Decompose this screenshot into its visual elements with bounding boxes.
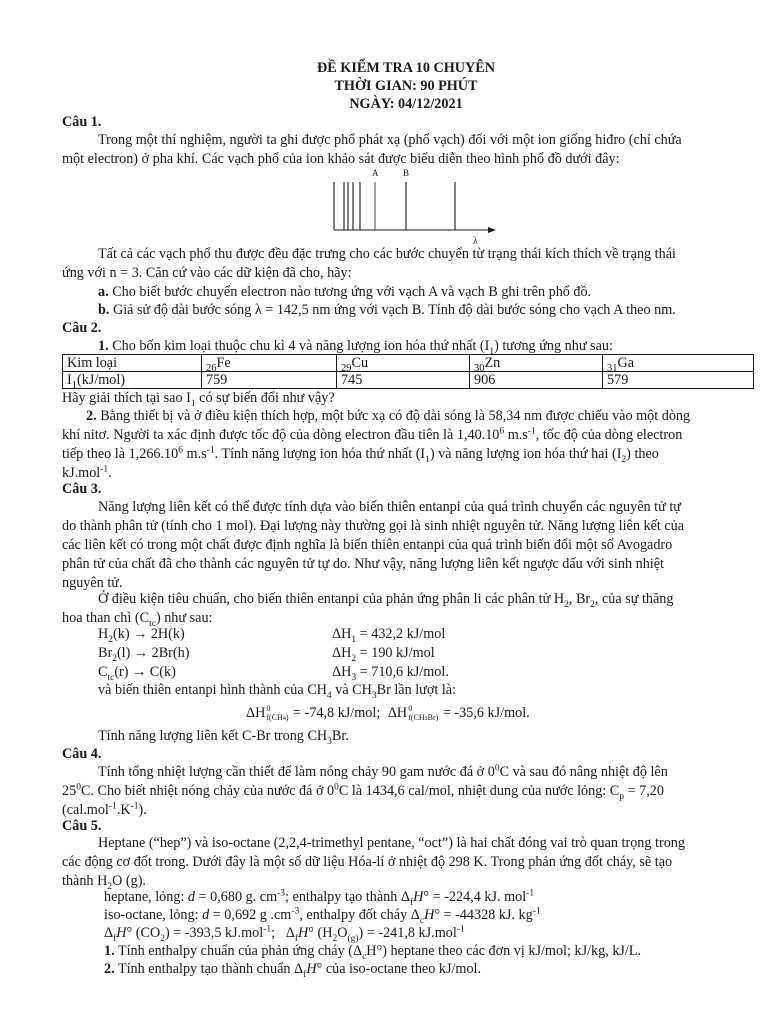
q3-para2-line: , Br [568,591,591,607]
spectrum-axis-label: λ [473,236,478,244]
q1-para2-line: ứng với n = 3. Căn cứ vào các dữ kiện đã cho, hãy: [62,265,352,281]
superscript: -1 [527,426,536,437]
reaction-enthalpy [332,626,445,643]
q5-data-text: ; enthalpy tạo thành Δ [285,889,410,905]
reaction-text: (r) → C(k) [114,664,176,680]
superscript: 0 [408,703,413,713]
subscript: c [419,915,425,926]
equation-text: = -74,8 kJ/mol; [289,705,381,721]
subscript: 4 [282,715,286,722]
q2-part1-intro [98,338,613,355]
q3-para1-line: phân tử của chất đã cho thành các nguyên tử tự do. Như vậy, năng lượng liên kết ngược dấu với sinh nhiệt [62,556,664,572]
q3-para1-line: các liên kết có trong một chất được định nghĩa là biến thiên entanpi của quá trình biến đổi một số Avogadro [62,537,673,553]
q5-data-text: Δ [104,925,114,941]
table-cell-value: 759 [202,372,337,389]
table-cell-value: 906 [470,372,603,389]
subscript: (g) [347,933,359,944]
q5-data-text: ; Δ [271,925,295,941]
q2-explain-text: có sự biến đổi như vậy? [195,390,335,406]
q3-formation-text: Br lần lượt là: [376,682,457,698]
reaction-text: ΔH [332,626,352,642]
q3-para1-line: nguyên tử. [62,575,123,591]
q5-data-text: heptane, lỏng: [104,889,188,905]
reaction-text: H [98,626,109,642]
q5-line: Heptane (“hep”) và iso-octane (2,2,4-trimethyl pentane, “oct”) là hai chất đóng vai trò quan trọng trong [98,835,685,851]
q5-task-1 [104,943,641,960]
reaction-text: = 190 kJ/mol [356,645,435,661]
table-cell-metal [202,355,337,372]
metal-symbol: Zn [484,355,501,371]
q3-formation-intro [98,682,456,699]
subscript: 2 [160,933,165,944]
subscript: 1 [351,634,357,645]
q1-part-b-text: Giả sử độ dài bước sóng λ = 142,5 nm ứng với vạch B. Tính độ dài bước sóng cho vạch A theo nm. [112,302,676,318]
q3-para1-line: Năng lượng liên kết có thể được tính dựa vào biến thiên entanpi của quá trình chuyển các nguyên tử tự [98,499,681,515]
subscript: f(CH [266,712,283,722]
q3-heading: Câu 3. [62,481,102,497]
q4-line: Tính tổng nhiệt lượng cần thiết để làm nóng chảy 90 gam nước đá ở 0 [98,764,495,780]
q3-para1-line: do thành phân tử (tính cho 1 mol). Đại lượng này thường gọi là sinh nhiệt nguyên tử. Năng lượng liên kết của [62,518,685,534]
reaction-equation [98,664,176,681]
q5-data-text: , enthalpy đốt cháy Δ [299,907,420,923]
q2-part2-line: kJ.mol [62,465,101,481]
q3-formation-text: và CH [331,682,372,698]
superscript: -3 [277,888,286,899]
subscript: 1 [71,379,77,391]
q3-formation-text: và biến thiên entanpi hình thành của CH [98,682,327,698]
q2-part2-line: ) theo [626,446,659,462]
reaction-text: Br [98,645,113,661]
q2-part2 [62,407,752,483]
q5-task-text: ° của iso-octane theo kJ/mol. [316,961,482,977]
equation-text: ΔH [387,705,408,721]
q5-data-text: d [202,907,210,923]
q2-part2-line: . Tính năng lượng ion hóa thứ nhất (I [214,446,426,462]
superscript: -1 [100,464,109,475]
row-label: I [67,372,72,388]
q1-part-a [98,284,591,301]
q4-heading: Câu 4. [62,746,102,762]
q1-part-a-label: a. [98,284,109,300]
q4-line: ). [138,802,147,818]
subscript: p [619,791,625,802]
q5-task-text: Tính enthalpy chuẩn của phản ứng cháy (Δ [117,943,363,959]
axis-arrow-icon [488,227,496,233]
subscript: 2 [351,653,357,664]
subscript: f [294,933,299,944]
equation-index [408,704,438,724]
q2-part1-text: Cho bốn kim loại thuộc chu kì 4 và năng lượng ion hóa thứ nhất (I [112,338,490,354]
q1-part-b [98,302,676,319]
q1-heading: Câu 1. [62,114,102,130]
reaction-text: ΔH [332,645,352,661]
superscript: 0 [76,782,81,793]
equation-index [266,704,288,724]
superscript: -1 [130,801,139,812]
q4-line: (cal.mol [62,802,109,818]
superscript: 0 [494,763,500,774]
q1-para2-line: Tất cả các vạch phổ thu được đều đặc trưng cho các bước chuyển từ trạng thái kích thích về trạng thái [98,246,676,262]
superscript: 6 [178,445,183,456]
reaction-text: ΔH [332,664,352,680]
table-row [63,372,754,389]
reaction-equation [98,645,189,662]
q5-data-formation [104,925,465,942]
q4-line: = 7,20 [624,783,664,799]
reaction-text: = 710,6 kJ/mol. [356,664,449,680]
superscript: -1 [456,924,465,935]
q2-part2-line: ) và năng lượng ion hóa thứ hai (I [429,446,622,462]
q4-line: C. Cho biết nhiệt nóng chảy của nước đá ở 0 [80,783,335,799]
q5-task-label: 2. [104,961,115,977]
superscript: 0 [334,782,339,793]
q5-intro [62,834,752,891]
atomic-number: 30 [474,362,485,374]
subscript: 2 [332,933,338,944]
q3-question [98,728,349,745]
spectrum-diagram [320,164,500,244]
subscript: 2 [621,454,627,465]
q2-part2-line: Bằng thiết bị và ở điều kiện thích hợp, một bức xạ có độ dài sóng là 58,34 nm được chiếu vào một dòng [100,408,691,424]
superscript: -1 [532,906,541,917]
q2-part2-line: . [108,465,112,481]
q5-task-label: 1. [104,943,115,959]
q5-data-text: = 0,680 g. cm [195,889,278,905]
subscript: c [362,951,367,962]
q5-data-isooctane [104,907,541,924]
table-cell-value: 745 [337,372,470,389]
exam-duration: THỜI GIAN: 90 PHÚT [334,78,478,94]
q5-data-text: ° = -44328 kJ. kg [434,907,533,923]
q5-task-text: H [366,943,377,959]
reaction-equation [98,626,185,643]
table-cell-metal [470,355,603,372]
subscript: 2 [564,599,569,610]
q5-line: thành H [62,873,108,889]
q5-data-text: O [337,925,348,941]
q5-data-text: ° (CO [126,925,161,941]
q5-data-text: ° = -224,4 kJ. mol [423,889,527,905]
reaction-text: = 432,2 kJ/mol [356,626,446,642]
exam-date: NGÀY: 04/12/2021 [349,96,463,112]
q5-data-text: ° (H [308,925,333,941]
formation-enthalpies [246,703,530,724]
subscript: ) [285,712,289,722]
q3-para2-line: Ở điều kiện tiêu chuẩn, cho biến thiên entanpi của phản ứng phân li các phân tử H [98,591,565,607]
subscript: 3 [371,690,377,701]
subscript: f [113,933,117,944]
q3-para2-line: hoa than chì (C [62,610,150,626]
q4-line: 25 [62,783,77,799]
q5-line: các động cơ đốt trong. Dưới đây là một số dữ liệu Hóa-lí ở nhiệt độ 298 K. Trong phản ứng đốt cháy, sẽ tạo [62,854,673,870]
q5-task-text: °) heptane theo các đơn vị kJ/mol; kJ/kg, kJ/L. [376,943,642,959]
subscript: 2 [112,653,117,664]
q5-line: O (g). [112,873,146,889]
superscript: -1 [263,924,272,935]
q5-data-text: H [424,907,435,923]
superscript: -3 [291,906,300,917]
q2-explain-text: Hãy giải thích tại sao I [62,390,191,406]
table-cell-header: Kim loại [63,355,202,372]
subscript: Br) [427,712,439,722]
table-row [63,355,754,372]
metal-symbol: Cu [351,355,369,371]
subscript: f [410,897,414,908]
q5-heading: Câu 5. [62,818,102,834]
subscript: 1 [425,454,430,465]
q2-part2-line: tiếp theo là 1,266.10 [62,446,179,462]
subscript: tc [149,618,156,629]
q5-task-text: Tính enthalpy tạo thành chuẩn Δ [117,961,304,977]
q2-part1-text: ) tương ứng như sau: [494,338,613,354]
q5-data-text: d [187,889,196,905]
q3-question-text: Br. [331,728,349,744]
row-label: (kJ/mol) [76,372,126,388]
superscript: -1 [206,445,215,456]
subscript: f(CH [408,712,425,722]
subscript: 1 [190,398,196,409]
table-cell-value: 579 [603,372,754,389]
q3-para1 [62,498,752,593]
table-cell-header [63,372,202,389]
subscript: tc [107,672,115,683]
q5-data-text: H [116,925,127,941]
q3-para2-line: ) như sau: [155,610,213,626]
q3-para2 [62,590,752,628]
ionization-table [62,354,754,389]
subscript: 4 [326,690,332,701]
q5-data-text: iso-octane, lỏng: [104,907,203,923]
q5-data-text: H [413,889,424,905]
q5-data-text: H [298,925,309,941]
q5-data-text: = 0,692 g .cm [209,907,292,923]
reaction-enthalpy [332,645,435,662]
q1-part-a-text: Cho biết bước chuyển electron nào tương ứng với vạch A và vạch B ghi trên phổ đồ. [112,284,592,300]
metal-symbol: Ga [617,355,635,371]
table-cell-metal [603,355,754,372]
q2-explain [62,390,335,407]
q3-question-text: Tính năng lượng liên kết C-Br trong CH [98,728,328,744]
q1-intro-line: Trong một thí nghiệm, người ta ghi được phổ phát xạ (phổ vạch) đối với một ion giống hiđro (chỉ chứa [98,132,682,148]
spectrum-label-b: B [403,168,410,178]
q4-line: C và sau đó nâng nhiệt độ lên [499,764,668,780]
equation-text: ΔH [246,705,266,721]
equation-text: = -35,6 kJ/mol. [439,705,530,721]
q2-heading: Câu 2. [62,320,102,336]
q2-part2-label: 2. [86,408,97,424]
subscript: 2 [590,599,595,610]
superscript: 0 [266,703,271,713]
q4-body [62,763,752,820]
q5-data-text: ) = -393,5 kJ.mol [164,925,264,941]
q1-para2 [62,245,752,283]
q2-part2-line: khí nitơ. Người ta xác định được tốc độ của dòng electron đầu tiên là 1,40.10 [62,427,500,443]
q2-part2-line: , tốc độ của dòng electron [535,427,683,443]
q4-line: .K [116,802,131,818]
atomic-number: 26 [206,362,217,374]
subscript: f [303,969,307,980]
q5-task-2 [104,961,481,978]
table-cell-metal [337,355,470,372]
subscript: 2 [107,881,113,892]
q3-para2-line: , của sự thăng [594,591,674,607]
reaction-text: (k) → 2H(k) [113,626,185,642]
reaction-text: (l) → 2Br(h) [116,645,190,661]
spectrum-label-a: A [372,168,379,178]
subscript: 3 [351,672,357,683]
superscript: -1 [526,888,535,899]
superscript: -1 [108,801,117,812]
q5-task-text: H [306,961,317,977]
q2-part1-label: 1. [98,338,109,354]
q5-data-text: ) = -241,8 kJ.mol [358,925,457,941]
subscript: 3 [327,736,332,747]
q1-part-b-label: b. [98,302,110,318]
reaction-text: C [98,664,108,680]
q2-part2-line: m.s [183,446,207,462]
reaction-enthalpy [332,664,449,681]
subscript: 1 [489,346,495,357]
atomic-number: 31 [607,362,618,374]
subscript: 3 [424,715,428,722]
q2-part2-line: m.s [504,427,528,443]
q1-intro-line: một electron) ở pha khí. Các vạch phổ của ion khảo sát được biểu diễn theo hình phổ đồ dưới đây: [62,151,620,167]
subscript: 2 [108,634,113,645]
metal-symbol: Fe [216,355,231,371]
superscript: 6 [499,426,505,437]
q5-data-heptane [104,889,534,906]
exam-title: ĐỀ KIỂM TRA 10 CHUYÊN [317,60,495,76]
q4-line: C là 1434,6 cal/mol, nhiệt dung của nước lỏng: C [338,783,620,799]
atomic-number: 29 [341,362,352,374]
